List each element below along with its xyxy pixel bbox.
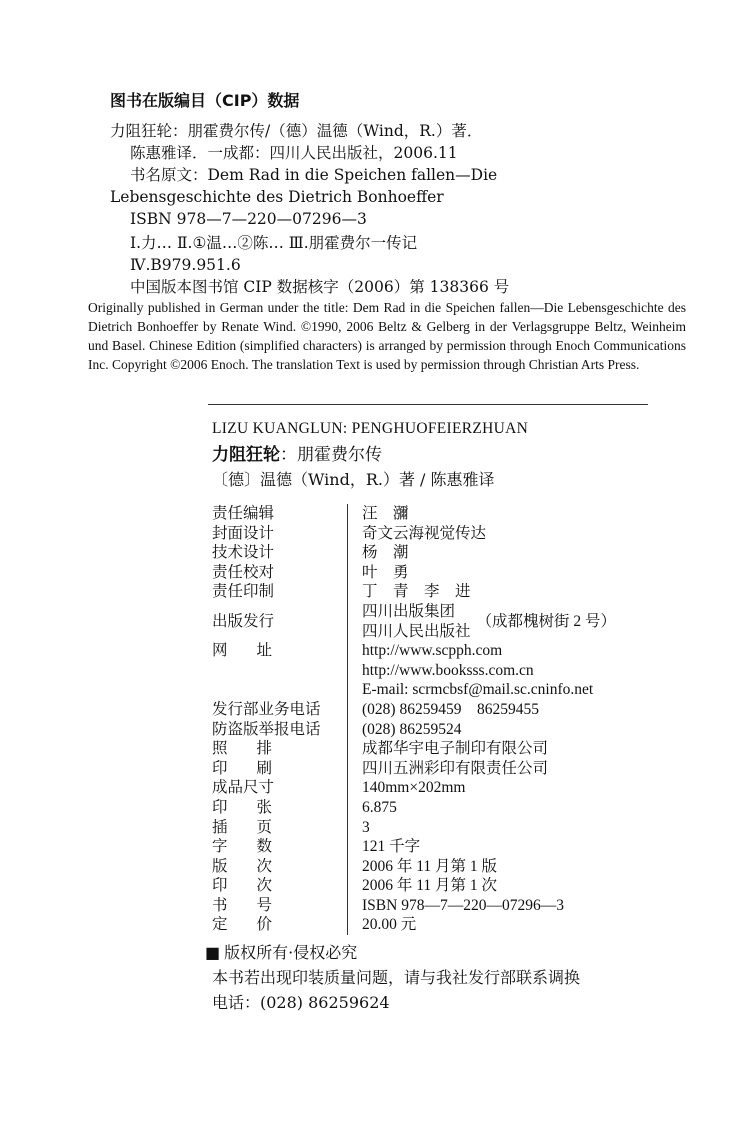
info-label: 发行部业务电话 (212, 699, 321, 718)
website-url-1[interactable]: http://www.scpph.com (362, 642, 503, 660)
info-value: (028) 86259524 (347, 720, 461, 740)
info-row-printing (212, 759, 672, 779)
info-row-proof (212, 563, 672, 583)
info-row-impression (212, 876, 672, 896)
info-value: 杨 潮 (347, 543, 409, 563)
cip-line-classification: Ⅳ.B979.951.6 (130, 256, 241, 274)
info-row-publisher (212, 602, 672, 641)
cip-heading: 图书在版编目（CIP）数据 (110, 91, 300, 110)
info-row-edition (212, 857, 672, 877)
divider (208, 404, 648, 405)
info-value: 20.00 元 (347, 915, 416, 935)
publisher-value (347, 602, 616, 641)
info-label: 字数 (212, 837, 272, 856)
info-label: 责任印制 (212, 582, 275, 601)
info-row-price (212, 915, 672, 935)
info-value: 奇文云海视觉传达 (347, 524, 486, 544)
info-label: 成品尺寸 (212, 778, 275, 797)
cip-line-translator: 陈惠雅译．一成都：四川人民出版社，2006.11 (130, 144, 458, 162)
info-value: 四川五洲彩印有限责任公司 (347, 759, 548, 779)
info-label: 定价 (212, 915, 272, 934)
publication-info-table (212, 504, 672, 935)
info-row-antipiracy-phone (212, 720, 672, 740)
info-row-size (212, 778, 672, 798)
info-value: ISBN 978—7—220—07296—3 (347, 896, 564, 916)
info-label: 书号 (212, 895, 272, 914)
info-row-words (212, 837, 672, 857)
info-value: 140mm×202mm (347, 778, 465, 798)
info-value: 6.875 (347, 798, 397, 818)
publisher-name: 四川人民出版社 (362, 622, 471, 640)
info-label: 照排 (212, 739, 272, 758)
info-label: 印张 (212, 797, 272, 816)
info-row-tech (212, 543, 672, 563)
publisher-group-name: 四川出版集团 (362, 602, 456, 620)
book-author: 〔德〕温德（Wind，R.）著 / 陈惠雅译 (212, 470, 495, 489)
info-value: 3 (347, 818, 370, 838)
cip-line-original-title: 书名原文：Dem Rad in die Speichen fallen—Die (130, 166, 498, 184)
info-value: (028) 86259459 86259455 (347, 700, 539, 720)
info-row-typeset (212, 739, 672, 759)
info-row-cover (212, 524, 672, 544)
cip-line-isbn: ISBN 978—7—220—07296—3 (130, 210, 367, 228)
info-label: 网址 (212, 641, 272, 660)
info-label: 版次 (212, 856, 272, 875)
info-label: 封面设计 (212, 523, 275, 542)
info-value: 2006 年 11 月第 1 次 (347, 876, 497, 896)
info-label: 责任校对 (212, 562, 275, 581)
info-value: 成都华宇电子制印有限公司 (347, 739, 548, 759)
info-label: 印刷 (212, 758, 272, 777)
book-title-main: 力阻狂轮 (212, 445, 280, 465)
square-bullet-icon: ■ (205, 943, 221, 962)
info-value: 121 千字 (347, 837, 420, 857)
copyright-text: 版权所有·侵权必究 (224, 943, 358, 962)
info-value: 2006 年 11 月第 1 版 (347, 857, 497, 877)
book-title (212, 440, 382, 465)
cip-line-original-subtitle: Lebensgeschichte des Dietrich Bonhoeffer (110, 188, 444, 206)
email-address[interactable]: E-mail: scrmcbsf@mail.sc.cninfo.net (362, 681, 594, 699)
website-url-2[interactable]: http://www.booksss.com.cn (362, 661, 534, 679)
book-pinyin-title: LIZU KUANGLUN: PENGHUOFEIERZHUAN (212, 420, 529, 437)
quality-notice: 本书若出现印装质量问题，请与我社发行部联系调换 (212, 968, 581, 987)
info-label: 技术设计 (212, 543, 275, 562)
info-row-isbn (212, 896, 672, 916)
publisher-address: （成都槐树街 2 号） (476, 612, 617, 630)
info-value: 汪 瀰 (347, 504, 409, 524)
info-row-print-resp (212, 582, 672, 602)
copyright-paragraph: Originally published in German under the title: Dem Rad in die Speichen fallen—Die Lebensgeschichte des Dietrich Bonhoeffer by Renate Wind. ©1990, 2006 Beltz & Gelberg in der Verlagsgruppe Beltz, Weinheim und Basel. Chinese Edition (simplified characters) is arranged by permission through Enoch Communications Inc. Copyright ©2006 Enoch. The translation Text is used by permission through Christian Arts Press. (88, 300, 686, 372)
info-value: 叶 勇 (347, 563, 409, 583)
info-label: 防盗版举报电话 (212, 719, 321, 738)
info-label: 责任编辑 (212, 504, 275, 522)
web-values (347, 641, 593, 700)
info-row-web (212, 641, 672, 700)
info-label: 印次 (212, 876, 272, 895)
cip-line-cip-number: 中国版本图书馆 CIP 数据核字（2006）第 138366 号 (130, 278, 510, 296)
cip-line-title: 力阻狂轮：朋霍费尔传/（德）温德（Wind，R.）著． (110, 122, 483, 140)
info-label: 出版发行 (212, 611, 275, 630)
cip-line-subjects: Ⅰ.力… Ⅱ.①温…②陈… Ⅲ.朋霍费尔一传记 (130, 234, 418, 252)
info-row-sheets (212, 798, 672, 818)
book-title-sub: ：朋霍费尔传 (280, 445, 382, 465)
copyright-notice (205, 940, 357, 963)
info-label: 插页 (212, 817, 272, 836)
info-value: 丁 青 李 进 (347, 582, 471, 602)
publisher-names (362, 602, 471, 641)
contact-phone: 电话：(028) 86259624 (212, 993, 390, 1012)
info-row-editor (212, 504, 672, 524)
info-row-plates (212, 818, 672, 838)
info-row-sales-phone (212, 700, 672, 720)
